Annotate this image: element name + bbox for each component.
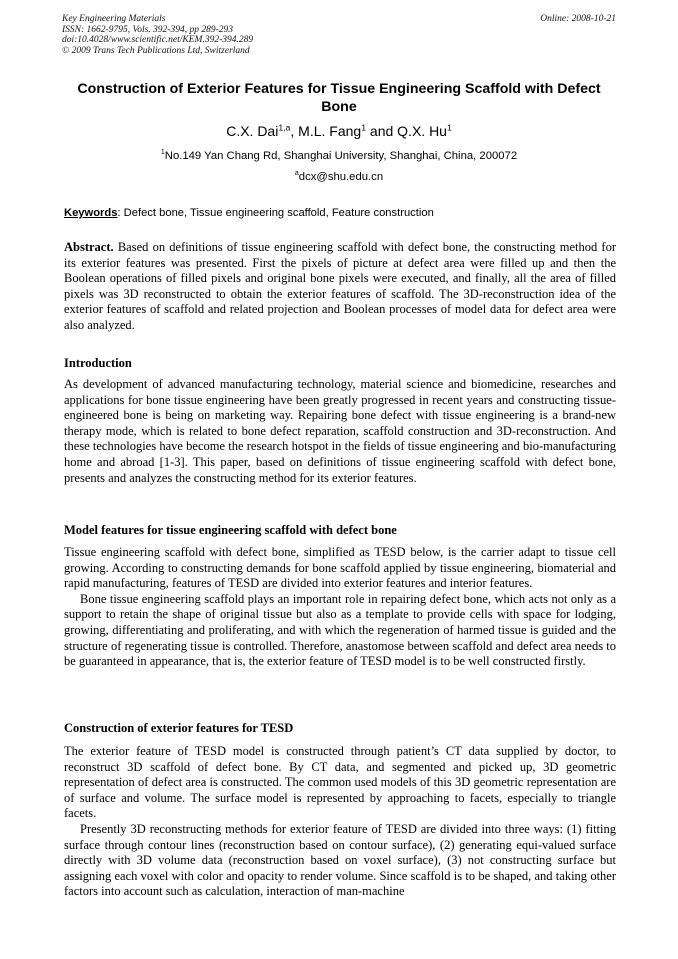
author-separator: and (366, 123, 398, 139)
email-address: dcx@shu.edu.cn (298, 171, 384, 183)
abstract-label: Abstract. (64, 240, 114, 254)
keywords-text: : Defect bone, Tissue engineering scaffold, Feature construction (117, 207, 434, 219)
paragraph: As development of advanced manufacturing technology, material science and biomedicine, researches and applications for bone tissue engineering have been greatly progressed in recent years and constructing tissue-engineered bone is being on marketing way. Repairing bone defect with tissue engineering is a brand-new therapy mode, which is related to bone defect reparation, scaffold construction and 3D-reconstruction. And these technologies have become the research hotspot in the fields of tissue engineering and bio-manufacturing home and abroad [1-3]. This paper, based on definitions of tissue engineering scaffold with defect bone, presents and analyzes the constructing method for its exterior features. (64, 377, 616, 485)
journal-header (62, 14, 616, 56)
section-body-model-features (64, 545, 616, 670)
section-heading-construction: Construction of exterior features for TESD (64, 721, 294, 735)
author-name: Q.X. Hu (397, 123, 447, 139)
section-body-construction (64, 744, 616, 900)
paper-title: Construction of Exterior Features for Tissue Engineering Scaffold with Defect Bone (77, 81, 601, 115)
journal-issn: ISSN: 1662-9795, Vols. 392-394, pp 289-293 (62, 24, 233, 35)
author-name: C.X. Dai (226, 123, 279, 139)
journal-doi: doi:10.4028/www.scientific.net/KEM.392-394.289 (62, 35, 254, 46)
abstract (64, 240, 616, 334)
paragraph: The exterior feature of TESD model is constructed through patient’s CT data supplied by doctor, to reconstruct 3D scaffold of defect bone. By CT data, and segmented and picked up, 3D geometric representation of defect area is constructed. The common used models of this 3D geometric representation are of surface and volume. The surface model is represented by approaching to facets, especially to triangle facets. (64, 744, 616, 821)
keywords (64, 206, 616, 220)
journal-name: Key Engineering Materials (62, 14, 166, 24)
paragraph: Tissue engineering scaffold with defect bone, simplified as TESD below, is the carrier adapt to tissue cell growing. According to constructing demands for bone scaffold applied by tissue engineering, biomaterial and rapid manufacturing, features of TESD are divided into exterior features and interior features. (64, 545, 616, 591)
author-email (62, 170, 616, 184)
email-superscript: a (294, 170, 299, 178)
online-date: Online: 2008-10-21 (540, 14, 616, 24)
abstract-text: Based on definitions of tissue engineering scaffold with defect bone, the constructing method for its exterior features was presented. First the pixels of picture at defect area were filled up and then the Boolean operations of filled pixels and original bone pixels were executed, and finally, all the area of filled pixels was 3D reconstructed to obtain the exterior features of scaffold. The 3D-reconstruction idea of the exterior features of scaffold and related projection and Boolean processes of model data for defect area were also analyzed. (64, 240, 616, 332)
author-superscript: 1 (361, 122, 367, 133)
affiliation-superscript: 1 (160, 149, 165, 157)
affiliation-text: No.149 Yan Chang Rd, Shanghai University, Shanghai, China, 200072 (164, 150, 518, 162)
journal-copyright: © 2009 Trans Tech Publications Ltd, Switzerland (62, 45, 250, 56)
author-list (62, 122, 616, 140)
author-separator: , (290, 123, 299, 139)
section-heading-introduction: Introduction (64, 356, 132, 370)
section-heading-model-features: Model features for tissue engineering scaffold with defect bone (64, 523, 397, 537)
paragraph: Presently 3D reconstructing methods for exterior feature of TESD are divided into three ways: (1) fitting surface through contour lines (reconstruction based on contour surface), (2) generating equi-valued surface directly with 3D volume data (reconstruction based on voxel surface), (3) not constructing surface but assigning each voxel with color and opacity to render volume. Since scaffold is to be shaped, and taking other factors into account such as calculation, interaction of man-machine (64, 821, 616, 899)
author-name: M.L. Fang (298, 123, 362, 139)
author-superscript: 1 (446, 122, 452, 133)
author-superscript: 1,a (278, 122, 291, 133)
keywords-label: Keywords (64, 207, 118, 219)
paragraph: Bone tissue engineering scaffold plays an important role in repairing defect bone, which acts not only as a support to retain the shape of original tissue but also as a template to provide cells with space for lodging, growing, differentiating and proliferating, and with which the regeneration of harmed tissue is guided and the structure of regenerating tissue is controlled. Therefore, anastomose between scaffold and defect area needs to be guaranteed in appearance, that is, the exterior feature of TESD model is to be well constructed firstly. (64, 591, 616, 669)
affiliation (62, 149, 616, 163)
section-body-introduction (64, 377, 616, 486)
